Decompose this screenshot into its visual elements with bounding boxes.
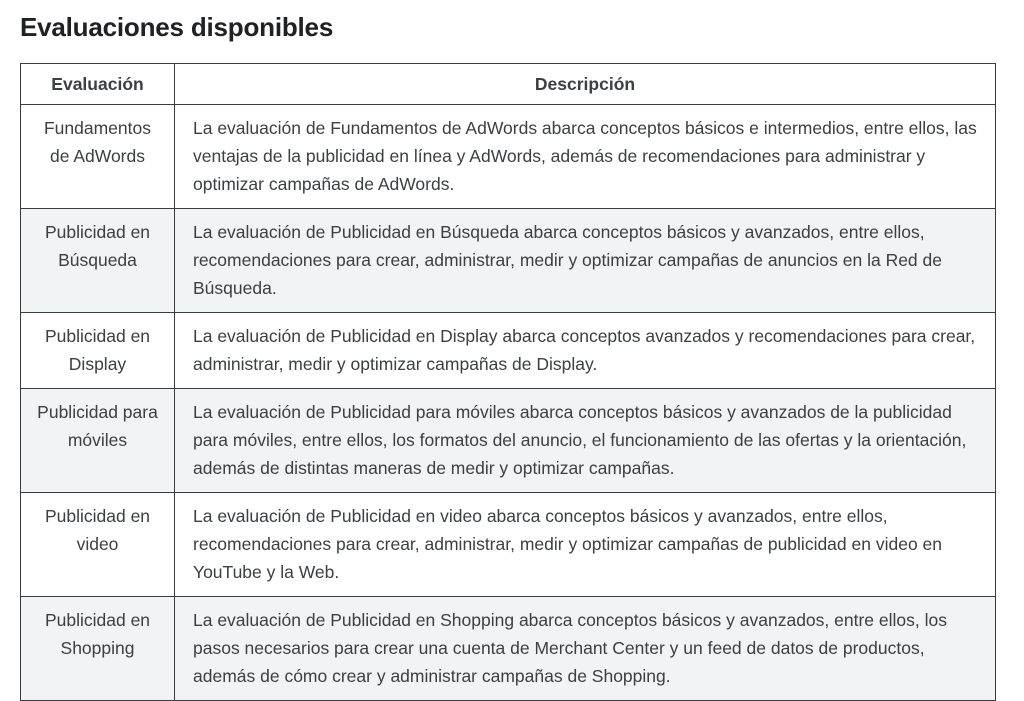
table-row (21, 105, 996, 209)
table-row (21, 313, 996, 389)
page-title: Evaluaciones disponibles (20, 12, 334, 42)
table-row (21, 597, 996, 701)
evaluation-name: Fundamentos de AdWords (21, 105, 175, 209)
header-description: Descripción (175, 64, 996, 105)
table-row (21, 493, 996, 597)
evaluation-description: La evaluación de Publicidad en Display abarca conceptos avanzados y recomendaciones para crear, administrar, medir y optimizar campañas de Display. (175, 313, 996, 389)
evaluation-description: La evaluación de Fundamentos de AdWords abarca conceptos básicos e intermedios, entre ellos, las ventajas de la publicidad en línea y AdWords, además de recomendaciones para administrar y optimizar campañas de AdWords. (175, 105, 996, 209)
evaluations-table (20, 63, 996, 701)
evaluation-name: Publicidad en Búsqueda (21, 209, 175, 313)
evaluation-description: La evaluación de Publicidad en video abarca conceptos básicos y avanzados, entre ellos, recomendaciones para crear, administrar, medir y optimizar campañas de publicidad en video en YouTube y la Web. (175, 493, 996, 597)
header-evaluation: Evaluación (21, 64, 175, 105)
evaluation-name: Publicidad en video (21, 493, 175, 597)
evaluation-description: La evaluación de Publicidad en Búsqueda abarca conceptos básicos y avanzados, entre ellos, recomendaciones para crear, administrar, medir y optimizar campañas de anuncios en la Red de Búsqueda. (175, 209, 996, 313)
evaluation-name: Publicidad en Shopping (21, 597, 175, 701)
evaluation-name: Publicidad para móviles (21, 389, 175, 493)
table-row (21, 209, 996, 313)
evaluation-name: Publicidad en Display (21, 313, 175, 389)
evaluation-description: La evaluación de Publicidad para móviles abarca conceptos básicos y avanzados de la publicidad para móviles, entre ellos, los formatos del anuncio, el funcionamiento de las ofertas y la orientación, además de distintas maneras de medir y optimizar campañas. (175, 389, 996, 493)
table-header-row (21, 64, 996, 105)
table-row (21, 389, 996, 493)
evaluation-description: La evaluación de Publicidad en Shopping abarca conceptos básicos y avanzados, entre ellos, los pasos necesarios para crear una cuenta de Merchant Center y un feed de datos de productos, además de cómo crear y administrar campañas de Shopping. (175, 597, 996, 701)
